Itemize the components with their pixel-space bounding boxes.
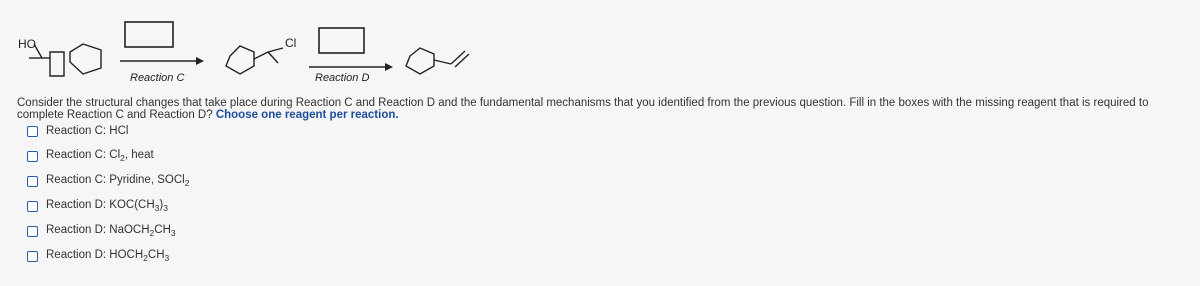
option-checkbox[interactable] (27, 126, 38, 137)
option-label: Reaction D: $NaOCH_2CH_3$ (46, 224, 176, 238)
option-checkbox[interactable] (27, 201, 38, 212)
alkene-product-structure (406, 48, 469, 74)
reaction-scheme (0, 0, 1200, 92)
reaction-d-reagent-box[interactable] (319, 28, 364, 53)
option-label: Reaction D: $HOCH_2CH_3$ (46, 249, 170, 263)
answer-option[interactable] (27, 122, 128, 140)
question-text (17, 97, 1187, 121)
answer-option[interactable] (27, 197, 168, 215)
reaction-c-label: Reaction C (130, 72, 185, 84)
reaction-c-reagent-box[interactable] (125, 22, 173, 47)
answer-option[interactable] (27, 147, 154, 165)
option-checkbox[interactable] (27, 251, 38, 262)
question-body: Consider the structural changes that take place during Reaction C and Reaction D and the fundamental mechanisms that you identified from the previous question. Fill in the boxes with the missing reagent that is required to complete Reaction C and Reaction D? (17, 97, 1149, 121)
answer-option[interactable] (27, 172, 189, 190)
hydroxyl-label: HO (18, 37, 36, 51)
reaction-d-label: Reaction D (315, 72, 370, 84)
option-checkbox[interactable] (27, 176, 38, 187)
option-checkbox[interactable] (27, 226, 38, 237)
chloride-intermediate-structure (226, 46, 283, 74)
reaction-d-arrow (309, 63, 393, 71)
option-checkbox[interactable] (27, 151, 38, 162)
reaction-c-arrow (120, 57, 204, 65)
option-label: Reaction D: $KOC(CH_3)_3$ (46, 199, 168, 213)
option-label: Reaction C: Pyridine, SOCl$_2$ (46, 174, 190, 188)
question-instruction: Choose one reagent per reaction. (215, 109, 399, 121)
option-label: Reaction C: $Cl_2$, heat (46, 149, 154, 163)
option-label: Reaction C: HCl (46, 125, 129, 137)
answer-option[interactable] (27, 222, 176, 240)
answer-option[interactable] (27, 247, 169, 265)
starting-alcohol-ring (70, 44, 101, 74)
chlorine-label: Cl (285, 36, 297, 50)
